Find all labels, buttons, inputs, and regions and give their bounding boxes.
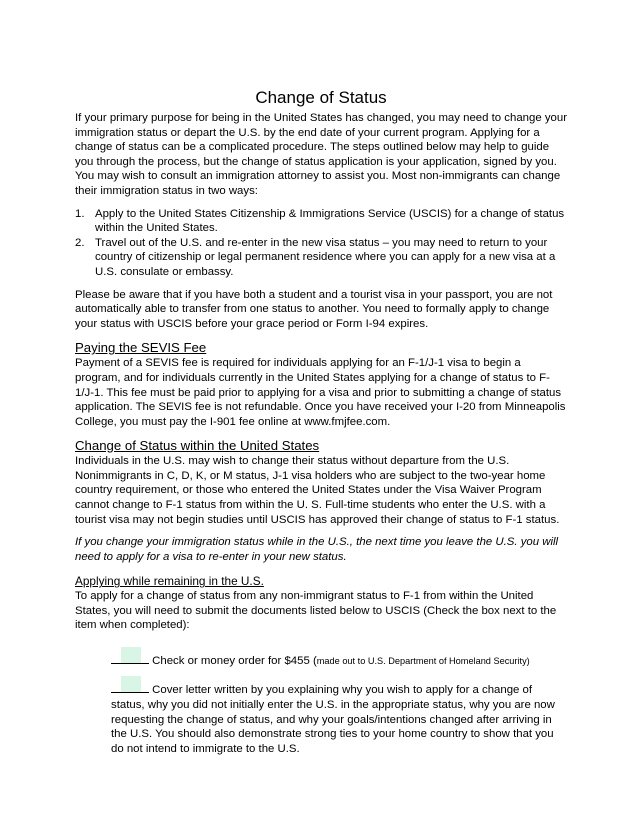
list-item: 1. Apply to the United States Citizenship & Immigrations Service (USCIS) for a change of status within the United States. (75, 207, 565, 235)
document-page (75, 88, 567, 756)
checklist-item-cover-letter: Cover letter written by you explaining why you wish to apply for a change of status, why you did not initially enter the U.S. in the appropriate status, why you are now requesting the change of status, and why your goals/intentions changed after arriving in the U.S. You should also demonstrate strong ties to your home country to show that you do not intend to immigrate to the U.S. (111, 682, 567, 756)
visa-note: If you change your immigration status while in the U.S., the next time you leave the U.S. you will need to apply for a visa to re-enter in your new status. (75, 536, 559, 563)
awareness-paragraph: Please be aware that if you have both a student and a tourist visa in your passport, you are not automatically able to transfer from one status to another. You need to formally apply to change your status with USCIS before your grace period or Form I-94 expires. (75, 288, 553, 330)
checklist-item-payment: Check or money order for $455 (made out to U.S. Department of Homeland Security) (111, 653, 567, 669)
sevis-paragraph: Payment of a SEVIS fee is required for individuals applying for an F-1/J-1 visa to begin a program, and for individuals currently in the United States applying for a change of status to F-1/J-1. This fee must be paid prior to applying for a visa and prior to submitting a change of status application. The SEVIS fee is not refundable. Once you have received your I-20 from Minneapolis College, you must pay the I-901 fee online at www.fmjfee.com. (75, 357, 566, 428)
within-us-heading: Change of Status within the United States (75, 438, 320, 454)
list-item: 2. Travel out of the U.S. and re-enter in the new visa status – you may need to return to your country of citizenship or legal permanent residence where you can apply for a new visa at a U.S. consulate or embassy. (75, 236, 556, 278)
blank-line (111, 682, 149, 693)
blank-line (111, 653, 149, 664)
remaining-heading: Applying while remaining in the U.S. (75, 574, 264, 589)
within-us-paragraph: Individuals in the U.S. may wish to change their status without departure from the U.S. Nonimmigrants in C, D, K, or M status, J-1 visa holders who are subject to the two-year home country requirement, or those who entered the United States under the Visa Waiver Program cannot change to F-1 status from within the U. S. Full-time students who enter the U.S. with a tourist visa may not begin studies until USCIS has approved their change of status to F-1 status. (75, 455, 560, 526)
remaining-paragraph: To apply for a change of status from any non-immigrant status to F-1 from within the United States, you will need to submit the documents listed below to USCIS (Check the box next to the item when completed): (75, 590, 557, 632)
page-title: Change of Status (255, 88, 387, 107)
intro-paragraph: If your primary purpose for being in the United States has changed, you may need to change your immigration status or depart the U.S. by the end date of your current program. Applying for a change of status can be a complicated procedure. The steps outlined below may help to guide you through the process, but the change of status application is your application, signed by you. You may wish to consult an immigration attorney to assist you. Most non-immigrants can change their immigration status in two ways: (75, 112, 567, 197)
options-list (75, 207, 567, 280)
sevis-heading: Paying the SEVIS Fee (75, 340, 207, 356)
